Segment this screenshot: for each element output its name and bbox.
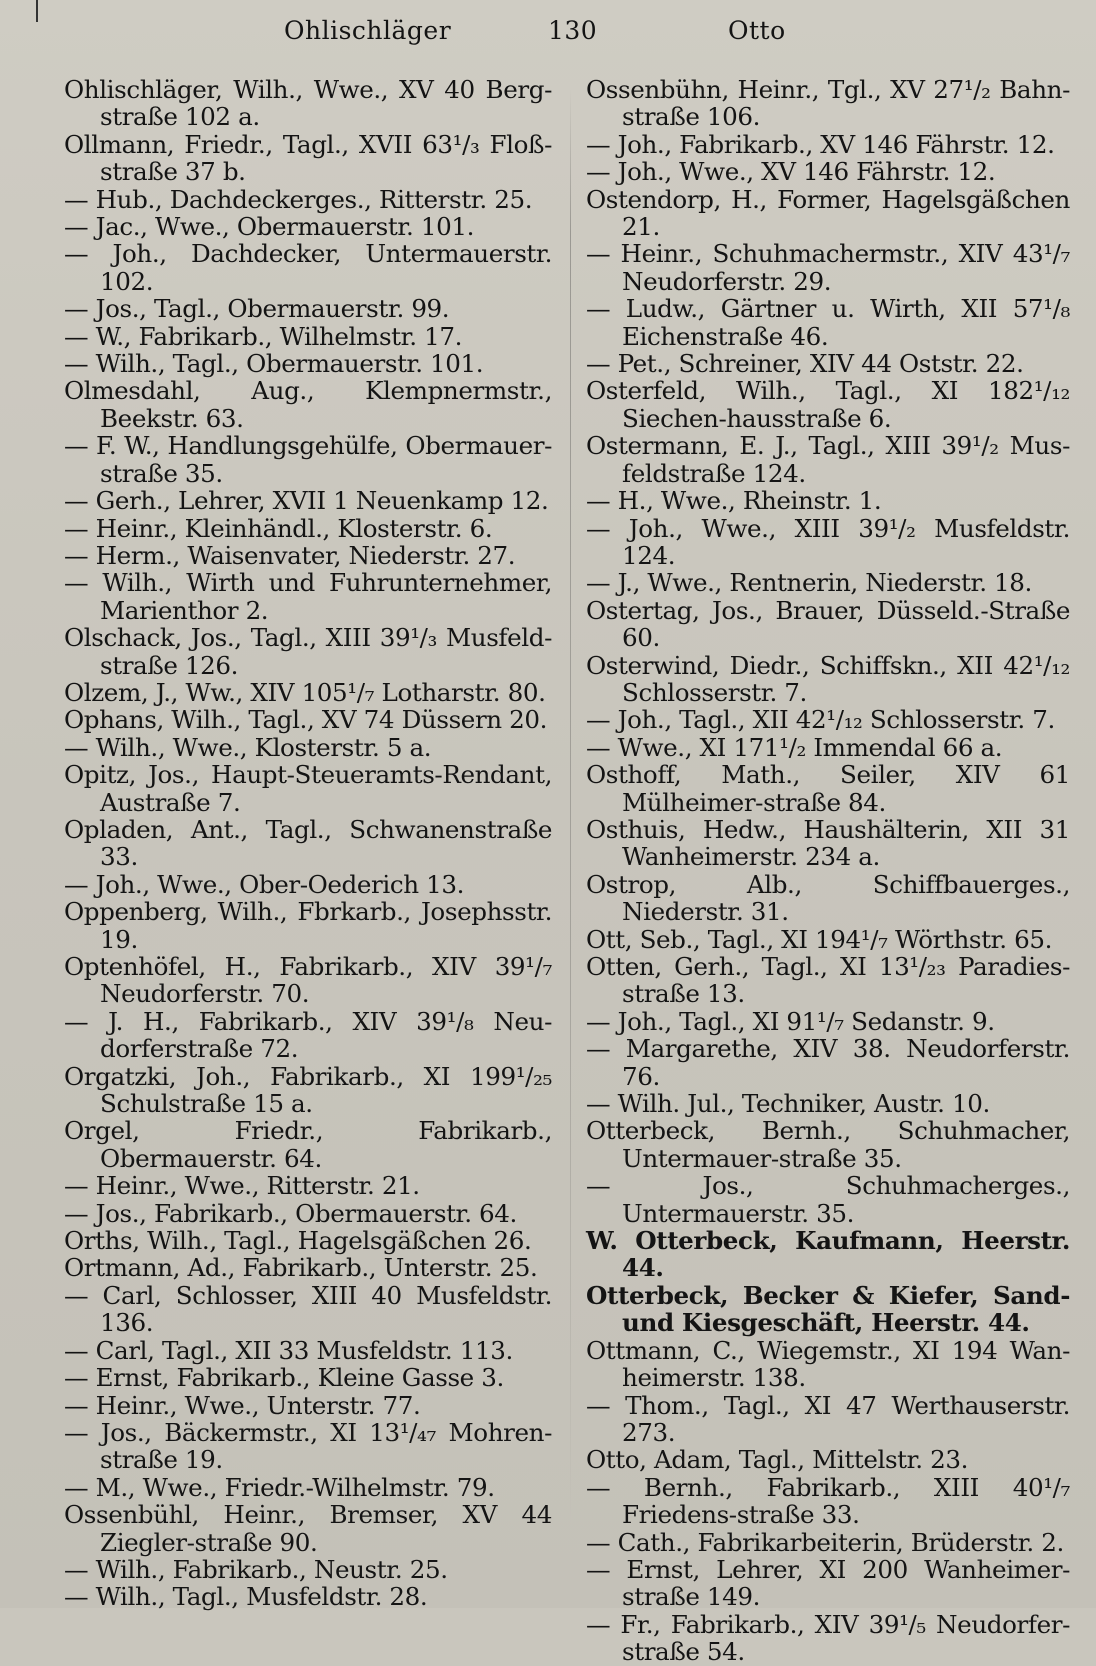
entry: Ottmann, C., Wiegemstr., XI 194 Wan-heimerstr. 138. (586, 1335, 1070, 1393)
entry: — J., Wwe., Rentnerin, Niederstr. 18. (586, 568, 1032, 598)
entry: — J. H., Fabrikarb., XIV 39¹/₈ Neu-dorferstraße 72. (64, 1006, 552, 1064)
entry: Ostertag, Jos., Brauer, Düsseld.-Straße 60. (586, 595, 1070, 653)
entry: Ophans, Wilh., Tagl., XV 74 Düssern 20. (64, 705, 548, 735)
entry: — Joh., Dachdecker, Untermauerstr. 102. (64, 239, 552, 296)
entry: Ostermann, E. J., Tagl., XIII 39¹/₂ Mus-feldstraße 124. (586, 431, 1070, 488)
entry: Osterfeld, Wilh., Tagl., XI 182¹/₁₂ Siechen-hausstraße 6. (586, 376, 1070, 433)
entry: — Wilh., Fabrikarb., Neustr. 25. (64, 1554, 448, 1584)
entry: Orgel, Friedr., Fabrikarb., Obermauerstr. 64. (64, 1116, 552, 1173)
entry: — Wwe., XI 171¹/₂ Immendal 66 a. (586, 732, 1003, 762)
entry-advertisement: W. Otterbeck, Kaufmann, Heerstr. 44. (586, 1226, 1070, 1283)
entry: Osthuis, Hedw., Haushälterin, XII 31 Wanheimerstr. 234 a. (586, 814, 1070, 872)
entry: — Heinr., Wwe., Unterstr. 77. (64, 1390, 421, 1420)
entry: — Jac., Wwe., Obermauerstr. 101. (64, 212, 475, 242)
entry: Ollmann, Friedr., Tagl., XVII 63¹/₃ Floß-straße 37 b. (64, 129, 552, 187)
entry: — Wilh., Tagl., Obermauerstr. 101. (64, 349, 484, 379)
column-divider (570, 88, 571, 1528)
entry: — Wilh., Wwe., Klosterstr. 5 a. (64, 732, 432, 762)
entry: — M., Wwe., Friedr.-Wilhelmstr. 79. (64, 1472, 495, 1502)
entry: — Jos., Tagl., Obermauerstr. 99. (64, 294, 450, 324)
entry: — Joh., Tagl., XII 42¹/₁₂ Schlosserstr. 7. (586, 705, 1055, 735)
entry: Ossenbühn, Heinr., Tgl., XV 27¹/₂ Bahn-straße 106. (586, 75, 1070, 132)
entry: Olmesdahl, Aug., Klempnermstr., Beekstr. 63. (64, 376, 552, 433)
entry: — Joh., Tagl., XI 91¹/₇ Sedanstr. 9. (586, 1006, 995, 1036)
entry: Optenhöfel, H., Fabrikarb., XIV 39¹/₇ Neudorferstr. 70. (64, 952, 552, 1009)
entry: — Ludw., Gärtner u. Wirth, XII 57¹/₈ Eichenstraße 46. (586, 294, 1070, 351)
entry: Olzem, J., Ww., XIV 105¹/₇ Lotharstr. 80. (64, 677, 546, 707)
entry: Orths, Wilh., Tagl., Hagelsgäßchen 26. (64, 1226, 532, 1256)
entry: — Joh., Wwe., XIII 39¹/₂ Musfeldstr. 124. (586, 513, 1070, 570)
entry: — H., Wwe., Rheinstr. 1. (586, 486, 882, 516)
entry: — Heinr., Kleinhändl., Klosterstr. 6. (64, 513, 493, 543)
entry: Ostendorp, H., Former, Hagelsgäßchen 21. (586, 184, 1070, 242)
entry-advertisement: Otterbeck, Becker & Kiefer, Sand- und Kiesgeschäft, Heerstr. 44. (586, 1280, 1070, 1338)
page-number: 130 (548, 16, 598, 45)
entry: — Jos., Fabrikarb., Obermauerstr. 64. (64, 1198, 517, 1228)
entry: — Hub., Dachdeckerges., Ritterstr. 25. (64, 184, 533, 214)
entry: Otto, Adam, Tagl., Mittelstr. 23. (586, 1445, 969, 1475)
entry: — Jos., Bäckermstr., XI 13¹/₄₇ Mohren-straße 19. (64, 1417, 552, 1475)
entry: — W., Fabrikarb., Wilhelmstr. 17. (64, 321, 463, 351)
entry: — F. W., Handlungsgehülfe, Obermauer-straße 35. (64, 431, 552, 488)
entry: Ott, Seb., Tagl., XI 194¹/₇ Wörthstr. 65. (586, 924, 1052, 954)
entry: Ohlischläger, Wilh., Wwe., XV 40 Berg-straße 102 a. (64, 75, 552, 132)
entry: — Margarethe, XIV 38. Neudorferstr. 76. (586, 1034, 1070, 1091)
entry: — Herm., Waisenvater, Niederstr. 27. (64, 540, 516, 570)
left-column (64, 76, 552, 1611)
entry: Ortmann, Ad., Fabrikarb., Unterstr. 25. (64, 1253, 538, 1283)
entry: — Gerh., Lehrer, XVII 1 Neuenkamp 12. (64, 486, 549, 516)
entry: — Heinr., Schuhmachermstr., XIV 43¹/₇ Neudorferstr. 29. (586, 239, 1070, 296)
entry: — Wilh., Wirth und Fuhrunternehmer, Marienthor 2. (64, 568, 552, 625)
entry: — Wilh., Tagl., Musfeldstr. 28. (64, 1582, 428, 1612)
header-right-keyword: Otto (728, 16, 786, 45)
entry: Opladen, Ant., Tagl., Schwanenstraße 33. (64, 814, 552, 872)
entry: Ostrop, Alb., Schiffbauerges., Niederstr. 31. (586, 869, 1070, 927)
entry: Orgatzki, Joh., Fabrikarb., XI 199¹/₂₅ Schulstraße 15 a. (64, 1061, 552, 1119)
entry: — Fr., Fabrikarb., XIV 39¹/₅ Neudorfer-straße 54. (586, 1609, 1070, 1666)
page-header (0, 16, 1096, 56)
entry: Otten, Gerh., Tagl., XI 13¹/₂₃ Paradies-straße 13. (586, 952, 1070, 1009)
entry: — Carl, Schlosser, XIII 40 Musfeldstr. 136. (64, 1280, 552, 1338)
entry: — Ernst, Fabrikarb., Kleine Gasse 3. (64, 1363, 504, 1393)
entry: — Ernst, Lehrer, XI 200 Wanheimer-straße 149. (586, 1554, 1070, 1612)
entry: — Joh., Wwe., Ober-Oederich 13. (64, 869, 465, 899)
entry: — Joh., Fabrikarb., XV 146 Fährstr. 12. (586, 129, 1055, 159)
entry: — Carl, Tagl., XII 33 Musfeldstr. 113. (64, 1335, 513, 1365)
entry: — Cath., Fabrikarbeiterin, Brüderstr. 2. (586, 1527, 1064, 1557)
header-left-keyword: Ohlischläger (284, 16, 452, 45)
entry: Opitz, Jos., Haupt-Steueramts-Rendant, Austraße 7. (64, 760, 552, 817)
entry: Oppenberg, Wilh., Fbrkarb., Josephsstr. 19. (64, 897, 552, 954)
entry: — Thom., Tagl., XI 47 Werthauserstr. 273. (586, 1390, 1070, 1447)
entry: — Heinr., Wwe., Ritterstr. 21. (64, 1171, 420, 1201)
entry: — Jos., Schuhmacherges., Untermauerstr. 35. (586, 1171, 1070, 1228)
entry: — Pet., Schreiner, XIV 44 Oststr. 22. (586, 349, 1024, 379)
entry: Olschack, Jos., Tagl., XIII 39¹/₃ Musfeld-straße 126. (64, 623, 552, 680)
right-column (586, 76, 1070, 1666)
entry: Otterbeck, Bernh., Schuhmacher, Untermauer-straße 35. (586, 1116, 1070, 1173)
entry: Ossenbühl, Heinr., Bremser, XV 44 Ziegler-straße 90. (64, 1500, 552, 1557)
entry: — Wilh. Jul., Techniker, Austr. 10. (586, 1089, 990, 1119)
entry: — Joh., Wwe., XV 146 Fährstr. 12. (586, 157, 996, 187)
entry: — Bernh., Fabrikarb., XIII 40¹/₇ Friedens-straße 33. (586, 1472, 1070, 1530)
entry: Osterwind, Diedr., Schiffskn., XII 42¹/₁₂ Schlosserstr. 7. (586, 650, 1070, 707)
entry: Osthoff, Math., Seiler, XIV 61 Mülheimer-straße 84. (586, 760, 1070, 817)
